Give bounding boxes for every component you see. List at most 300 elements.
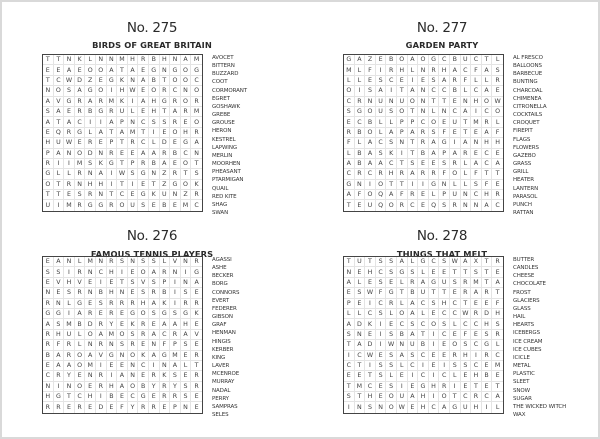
grid-cell[interactable]: G bbox=[181, 138, 192, 148]
grid-cell[interactable]: M bbox=[107, 330, 118, 340]
grid-cell[interactable]: L bbox=[355, 76, 366, 86]
grid-cell[interactable]: T bbox=[344, 200, 355, 210]
grid-cell[interactable]: R bbox=[170, 392, 181, 402]
grid-cell[interactable]: I bbox=[450, 382, 461, 392]
grid-cell[interactable]: S bbox=[149, 309, 160, 319]
grid-cell[interactable]: E bbox=[149, 392, 160, 402]
grid-cell[interactable]: C bbox=[408, 200, 419, 210]
grid-cell[interactable]: S bbox=[344, 330, 355, 340]
grid-cell[interactable]: H bbox=[107, 288, 118, 298]
grid-cell[interactable]: T bbox=[461, 128, 472, 138]
grid-cell[interactable]: H bbox=[149, 107, 160, 117]
grid-cell[interactable]: S bbox=[138, 288, 149, 298]
grid-cell[interactable]: T bbox=[408, 138, 419, 148]
grid-cell[interactable]: A bbox=[149, 330, 160, 340]
grid-cell[interactable]: O bbox=[365, 190, 376, 200]
grid-cell[interactable]: O bbox=[450, 340, 461, 350]
grid-cell[interactable]: I bbox=[54, 382, 65, 392]
grid-cell[interactable]: E bbox=[43, 278, 54, 288]
grid-cell[interactable]: R bbox=[170, 169, 181, 179]
grid-cell[interactable]: T bbox=[54, 117, 65, 127]
grid-cell[interactable]: P bbox=[439, 190, 450, 200]
grid-cell[interactable]: C bbox=[482, 107, 493, 117]
grid-cell[interactable]: S bbox=[128, 169, 139, 179]
grid-cell[interactable]: D bbox=[355, 319, 366, 329]
grid-cell[interactable]: H bbox=[471, 371, 482, 381]
grid-cell[interactable]: O bbox=[429, 319, 440, 329]
grid-cell[interactable]: B bbox=[170, 149, 181, 159]
grid-cell[interactable]: O bbox=[397, 55, 408, 65]
grid-cell[interactable]: L bbox=[450, 371, 461, 381]
grid-cell[interactable]: A bbox=[492, 159, 503, 169]
grid-cell[interactable]: I bbox=[96, 361, 107, 371]
grid-cell[interactable]: E bbox=[181, 371, 192, 381]
grid-cell[interactable]: L bbox=[429, 190, 440, 200]
grid-cell[interactable]: T bbox=[117, 138, 128, 148]
grid-cell[interactable]: S bbox=[408, 351, 419, 361]
grid-cell[interactable]: A bbox=[471, 288, 482, 298]
grid-cell[interactable]: C bbox=[471, 55, 482, 65]
grid-cell[interactable]: N bbox=[181, 278, 192, 288]
grid-cell[interactable]: F bbox=[471, 65, 482, 75]
grid-cell[interactable]: R bbox=[96, 319, 107, 329]
grid-cell[interactable]: M bbox=[107, 97, 118, 107]
grid-cell[interactable]: R bbox=[439, 382, 450, 392]
grid-cell[interactable]: I bbox=[170, 299, 181, 309]
grid-cell[interactable]: H bbox=[397, 65, 408, 75]
grid-cell[interactable]: R bbox=[107, 299, 118, 309]
grid-cell[interactable]: C bbox=[194, 202, 199, 210]
grid-cell[interactable]: T bbox=[397, 288, 408, 298]
grid-cell[interactable]: R bbox=[170, 117, 181, 127]
grid-cell[interactable]: H bbox=[492, 138, 503, 148]
grid-cell[interactable]: S bbox=[365, 86, 376, 96]
grid-cell[interactable]: P bbox=[128, 159, 139, 169]
grid-cell[interactable]: V bbox=[191, 330, 202, 340]
grid-cell[interactable]: A bbox=[492, 278, 503, 288]
grid-cell[interactable]: R bbox=[149, 402, 160, 412]
grid-cell[interactable]: C bbox=[181, 149, 192, 159]
grid-cell[interactable]: N bbox=[181, 86, 192, 96]
grid-cell[interactable]: C bbox=[75, 392, 86, 402]
grid-cell[interactable]: A bbox=[365, 159, 376, 169]
grid-cell[interactable]: O bbox=[181, 180, 192, 190]
grid-cell[interactable]: P bbox=[170, 402, 181, 412]
grid-cell[interactable]: E bbox=[117, 392, 128, 402]
grid-cell[interactable]: N bbox=[128, 117, 139, 127]
grid-cell[interactable]: O bbox=[54, 86, 65, 96]
grid-cell[interactable]: S bbox=[429, 128, 440, 138]
grid-cell[interactable]: S bbox=[149, 257, 160, 267]
grid-cell[interactable]: L bbox=[85, 128, 96, 138]
grid-cell[interactable]: A bbox=[54, 257, 65, 267]
grid-cell[interactable]: W bbox=[128, 86, 139, 96]
grid-cell[interactable]: E bbox=[461, 371, 472, 381]
grid-cell[interactable]: O bbox=[117, 330, 128, 340]
letter-grid[interactable] bbox=[343, 256, 504, 414]
grid-cell[interactable]: T bbox=[461, 117, 472, 127]
grid-cell[interactable]: N bbox=[96, 149, 107, 159]
grid-cell[interactable]: C bbox=[471, 86, 482, 96]
grid-cell[interactable]: E bbox=[397, 371, 408, 381]
grid-cell[interactable]: E bbox=[107, 402, 118, 412]
grid-cell[interactable]: C bbox=[355, 117, 366, 127]
grid-cell[interactable]: T bbox=[461, 299, 472, 309]
grid-cell[interactable]: C bbox=[170, 86, 181, 96]
grid-cell[interactable]: E bbox=[482, 361, 493, 371]
grid-cell[interactable]: S bbox=[96, 299, 107, 309]
grid-cell[interactable]: U bbox=[408, 340, 419, 350]
grid-cell[interactable]: S bbox=[386, 382, 397, 392]
grid-cell[interactable]: E bbox=[376, 55, 387, 65]
grid-cell[interactable]: E bbox=[54, 288, 65, 298]
grid-cell[interactable]: Z bbox=[365, 55, 376, 65]
grid-cell[interactable]: R bbox=[96, 340, 107, 350]
grid-cell[interactable]: R bbox=[149, 288, 160, 298]
grid-cell[interactable]: S bbox=[386, 330, 397, 340]
grid-cell[interactable]: L bbox=[386, 371, 397, 381]
grid-cell[interactable]: M bbox=[471, 117, 482, 127]
grid-cell[interactable]: R bbox=[492, 190, 503, 200]
grid-cell[interactable]: L bbox=[450, 180, 461, 190]
grid-cell[interactable]: M bbox=[170, 351, 181, 361]
grid-cell[interactable]: T bbox=[482, 169, 493, 179]
grid-cell[interactable]: I bbox=[471, 107, 482, 117]
grid-cell[interactable]: U bbox=[418, 288, 429, 298]
grid-cell[interactable]: L bbox=[64, 169, 75, 179]
grid-cell[interactable]: G bbox=[160, 97, 171, 107]
grid-cell[interactable]: L bbox=[344, 149, 355, 159]
grid-cell[interactable]: H bbox=[85, 180, 96, 190]
grid-cell[interactable]: I bbox=[471, 351, 482, 361]
grid-cell[interactable]: I bbox=[429, 392, 440, 402]
grid-cell[interactable]: G bbox=[107, 159, 118, 169]
grid-cell[interactable]: E bbox=[96, 138, 107, 148]
grid-cell[interactable]: C bbox=[418, 351, 429, 361]
grid-cell[interactable]: T bbox=[43, 76, 54, 86]
grid-cell[interactable]: I bbox=[408, 180, 419, 190]
grid-cell[interactable]: R bbox=[482, 288, 493, 298]
grid-cell[interactable]: S bbox=[439, 257, 450, 267]
grid-cell[interactable]: I bbox=[355, 86, 366, 96]
grid-cell[interactable]: B bbox=[482, 371, 493, 381]
grid-cell[interactable]: C bbox=[461, 65, 472, 75]
grid-cell[interactable]: E bbox=[386, 278, 397, 288]
grid-cell[interactable]: O bbox=[117, 200, 128, 210]
grid-cell[interactable]: E bbox=[429, 361, 440, 371]
grid-cell[interactable]: C bbox=[471, 340, 482, 350]
grid-cell[interactable]: T bbox=[482, 257, 493, 267]
grid-cell[interactable]: R bbox=[429, 169, 440, 179]
grid-cell[interactable]: G bbox=[160, 309, 171, 319]
grid-cell[interactable]: A bbox=[54, 149, 65, 159]
grid-cell[interactable]: I bbox=[54, 200, 65, 210]
grid-cell[interactable]: F bbox=[461, 76, 472, 86]
grid-cell[interactable]: E bbox=[117, 309, 128, 319]
grid-cell[interactable]: E bbox=[365, 76, 376, 86]
grid-cell[interactable]: R bbox=[181, 107, 192, 117]
grid-cell[interactable]: N bbox=[344, 267, 355, 277]
grid-cell[interactable]: V bbox=[75, 278, 86, 288]
grid-cell[interactable]: T bbox=[117, 65, 128, 75]
grid-cell[interactable]: R bbox=[191, 382, 202, 392]
grid-cell[interactable]: U bbox=[43, 200, 54, 210]
grid-cell[interactable]: T bbox=[43, 190, 54, 200]
grid-cell[interactable]: L bbox=[181, 361, 192, 371]
grid-cell[interactable]: S bbox=[408, 159, 419, 169]
grid-cell[interactable]: H bbox=[117, 86, 128, 96]
grid-cell[interactable]: G bbox=[96, 200, 107, 210]
grid-cell[interactable]: T bbox=[64, 392, 75, 402]
grid-cell[interactable]: H bbox=[482, 190, 493, 200]
grid-cell[interactable]: C bbox=[138, 138, 149, 148]
grid-cell[interactable]: I bbox=[64, 309, 75, 319]
grid-cell[interactable]: A bbox=[482, 65, 493, 75]
grid-cell[interactable]: V bbox=[170, 257, 181, 267]
grid-cell[interactable]: R bbox=[461, 149, 472, 159]
grid-cell[interactable]: L bbox=[408, 65, 419, 75]
grid-cell[interactable]: S bbox=[408, 267, 419, 277]
grid-cell[interactable]: W bbox=[365, 351, 376, 361]
grid-cell[interactable]: N bbox=[170, 267, 181, 277]
grid-cell[interactable]: G bbox=[170, 180, 181, 190]
grid-cell[interactable]: A bbox=[64, 65, 75, 75]
grid-cell[interactable]: E bbox=[138, 65, 149, 75]
grid-cell[interactable]: B bbox=[160, 288, 171, 298]
grid-cell[interactable]: C bbox=[418, 371, 429, 381]
grid-cell[interactable]: I bbox=[128, 180, 139, 190]
grid-cell[interactable]: S bbox=[471, 180, 482, 190]
grid-cell[interactable]: L bbox=[461, 159, 472, 169]
grid-cell[interactable]: S bbox=[43, 107, 54, 117]
grid-cell[interactable]: U bbox=[365, 200, 376, 210]
grid-cell[interactable]: Y bbox=[128, 402, 139, 412]
grid-cell[interactable]: G bbox=[43, 309, 54, 319]
grid-cell[interactable]: G bbox=[85, 86, 96, 96]
grid-cell[interactable]: T bbox=[386, 180, 397, 190]
grid-cell[interactable]: P bbox=[43, 149, 54, 159]
grid-cell[interactable]: T bbox=[429, 288, 440, 298]
grid-cell[interactable]: H bbox=[181, 128, 192, 138]
grid-cell[interactable]: K bbox=[96, 159, 107, 169]
grid-cell[interactable]: S bbox=[64, 288, 75, 298]
grid-cell[interactable]: N bbox=[85, 169, 96, 179]
grid-cell[interactable]: O bbox=[376, 180, 387, 190]
grid-cell[interactable]: O bbox=[75, 361, 86, 371]
grid-cell[interactable]: S bbox=[386, 257, 397, 267]
grid-cell[interactable]: E bbox=[160, 128, 171, 138]
grid-cell[interactable]: O bbox=[191, 117, 202, 127]
grid-cell[interactable]: R bbox=[107, 107, 118, 117]
grid-cell[interactable]: F bbox=[344, 138, 355, 148]
grid-cell[interactable]: R bbox=[107, 257, 118, 267]
grid-cell[interactable]: I bbox=[365, 180, 376, 190]
grid-cell[interactable]: N bbox=[418, 107, 429, 117]
grid-cell[interactable]: R bbox=[107, 200, 118, 210]
grid-cell[interactable]: S bbox=[149, 278, 160, 288]
grid-cell[interactable]: E bbox=[191, 340, 202, 350]
grid-cell[interactable]: E bbox=[96, 309, 107, 319]
grid-cell[interactable]: S bbox=[181, 392, 192, 402]
grid-cell[interactable]: T bbox=[450, 267, 461, 277]
grid-cell[interactable]: O bbox=[365, 107, 376, 117]
grid-cell[interactable]: A bbox=[439, 76, 450, 86]
grid-cell[interactable]: S bbox=[376, 76, 387, 86]
grid-cell[interactable]: O bbox=[181, 97, 192, 107]
grid-cell[interactable]: S bbox=[191, 169, 202, 179]
grid-cell[interactable]: E bbox=[439, 351, 450, 361]
grid-cell[interactable]: N bbox=[149, 340, 160, 350]
grid-cell[interactable]: T bbox=[344, 340, 355, 350]
grid-cell[interactable]: A bbox=[138, 76, 149, 86]
grid-cell[interactable]: C bbox=[191, 76, 202, 86]
grid-cell[interactable]: A bbox=[117, 128, 128, 138]
grid-cell[interactable]: C bbox=[43, 371, 54, 381]
grid-cell[interactable]: H bbox=[107, 382, 118, 392]
grid-cell[interactable]: H bbox=[365, 392, 376, 402]
grid-cell[interactable]: N bbox=[43, 382, 54, 392]
grid-cell[interactable]: E bbox=[54, 65, 65, 75]
grid-cell[interactable]: N bbox=[170, 190, 181, 200]
grid-cell[interactable]: R bbox=[461, 288, 472, 298]
grid-cell[interactable]: R bbox=[191, 257, 202, 267]
grid-cell[interactable]: G bbox=[191, 267, 202, 277]
grid-cell[interactable]: B bbox=[149, 159, 160, 169]
grid-cell[interactable]: P bbox=[107, 138, 118, 148]
grid-cell[interactable]: R bbox=[54, 402, 65, 412]
grid-cell[interactable]: Q bbox=[54, 128, 65, 138]
grid-cell[interactable]: S bbox=[429, 299, 440, 309]
grid-cell[interactable]: N bbox=[365, 97, 376, 107]
grid-cell[interactable]: P bbox=[170, 340, 181, 350]
grid-cell[interactable]: S bbox=[386, 351, 397, 361]
grid-cell[interactable]: P bbox=[117, 117, 128, 127]
grid-cell[interactable]: N bbox=[96, 190, 107, 200]
grid-cell[interactable]: I bbox=[376, 330, 387, 340]
grid-cell[interactable]: K bbox=[138, 351, 149, 361]
grid-cell[interactable]: T bbox=[191, 361, 202, 371]
grid-cell[interactable]: I bbox=[386, 86, 397, 96]
grid-cell[interactable]: O bbox=[181, 76, 192, 86]
grid-cell[interactable]: S bbox=[482, 330, 493, 340]
grid-cell[interactable]: I bbox=[170, 288, 181, 298]
grid-cell[interactable]: R bbox=[160, 149, 171, 159]
grid-cell[interactable]: H bbox=[138, 299, 149, 309]
grid-cell[interactable]: V bbox=[138, 278, 149, 288]
grid-cell[interactable]: E bbox=[408, 402, 419, 412]
grid-cell[interactable]: E bbox=[43, 128, 54, 138]
grid-cell[interactable]: N bbox=[418, 65, 429, 75]
grid-cell[interactable]: S bbox=[492, 65, 503, 75]
grid-cell[interactable]: W bbox=[365, 288, 376, 298]
grid-cell[interactable]: T bbox=[117, 180, 128, 190]
grid-cell[interactable]: L bbox=[492, 340, 503, 350]
grid-cell[interactable]: U bbox=[439, 278, 450, 288]
grid-cell[interactable]: E bbox=[75, 371, 86, 381]
grid-cell[interactable]: A bbox=[355, 340, 366, 350]
grid-cell[interactable]: O bbox=[75, 149, 86, 159]
grid-cell[interactable]: G bbox=[54, 309, 65, 319]
grid-cell[interactable]: U bbox=[160, 190, 171, 200]
grid-cell[interactable]: G bbox=[181, 309, 192, 319]
grid-cell[interactable]: E bbox=[64, 190, 75, 200]
grid-cell[interactable]: L bbox=[355, 309, 366, 319]
grid-cell[interactable]: M bbox=[471, 278, 482, 288]
grid-cell[interactable]: R bbox=[138, 319, 149, 329]
grid-cell[interactable]: N bbox=[85, 267, 96, 277]
grid-cell[interactable]: C bbox=[429, 86, 440, 96]
grid-cell[interactable]: A bbox=[85, 351, 96, 361]
grid-cell[interactable]: S bbox=[439, 159, 450, 169]
grid-cell[interactable]: S bbox=[376, 371, 387, 381]
grid-cell[interactable]: O bbox=[429, 117, 440, 127]
grid-cell[interactable]: E bbox=[85, 278, 96, 288]
grid-cell[interactable]: B bbox=[355, 149, 366, 159]
grid-cell[interactable]: A bbox=[43, 97, 54, 107]
grid-cell[interactable]: N bbox=[170, 55, 181, 65]
grid-cell[interactable]: H bbox=[418, 402, 429, 412]
grid-cell[interactable]: T bbox=[107, 190, 118, 200]
grid-cell[interactable]: R bbox=[54, 371, 65, 381]
grid-cell[interactable]: A bbox=[54, 107, 65, 117]
grid-cell[interactable]: G bbox=[450, 402, 461, 412]
grid-cell[interactable]: G bbox=[138, 392, 149, 402]
grid-cell[interactable]: H bbox=[439, 299, 450, 309]
grid-cell[interactable]: B bbox=[160, 200, 171, 210]
grid-cell[interactable]: T bbox=[397, 159, 408, 169]
grid-cell[interactable]: E bbox=[365, 278, 376, 288]
grid-cell[interactable]: E bbox=[439, 340, 450, 350]
grid-cell[interactable]: M bbox=[191, 107, 202, 117]
grid-cell[interactable]: S bbox=[43, 267, 54, 277]
grid-cell[interactable]: R bbox=[492, 330, 503, 340]
grid-cell[interactable]: T bbox=[408, 149, 419, 159]
grid-cell[interactable]: E bbox=[138, 107, 149, 117]
grid-cell[interactable]: I bbox=[450, 138, 461, 148]
grid-cell[interactable]: S bbox=[117, 340, 128, 350]
grid-cell[interactable]: C bbox=[386, 159, 397, 169]
grid-cell[interactable]: A bbox=[408, 128, 419, 138]
grid-cell[interactable]: E bbox=[461, 382, 472, 392]
grid-cell[interactable]: M bbox=[117, 55, 128, 65]
grid-cell[interactable]: I bbox=[397, 382, 408, 392]
grid-cell[interactable]: O bbox=[75, 382, 86, 392]
grid-cell[interactable]: I bbox=[128, 97, 139, 107]
grid-cell[interactable]: T bbox=[54, 55, 65, 65]
grid-cell[interactable]: B bbox=[397, 330, 408, 340]
grid-cell[interactable]: A bbox=[191, 278, 202, 288]
grid-cell[interactable]: B bbox=[96, 288, 107, 298]
grid-cell[interactable]: A bbox=[461, 107, 472, 117]
grid-cell[interactable]: R bbox=[344, 128, 355, 138]
grid-cell[interactable]: P bbox=[344, 299, 355, 309]
grid-cell[interactable]: S bbox=[461, 340, 472, 350]
grid-cell[interactable]: A bbox=[96, 169, 107, 179]
grid-cell[interactable]: W bbox=[397, 402, 408, 412]
grid-cell[interactable]: I bbox=[344, 402, 355, 412]
grid-cell[interactable]: D bbox=[75, 76, 86, 86]
grid-cell[interactable]: R bbox=[85, 138, 96, 148]
grid-cell[interactable]: R bbox=[461, 278, 472, 288]
grid-cell[interactable]: Y bbox=[64, 371, 75, 381]
grid-cell[interactable]: L bbox=[397, 278, 408, 288]
grid-cell[interactable]: A bbox=[429, 149, 440, 159]
grid-cell[interactable]: F bbox=[439, 169, 450, 179]
grid-cell[interactable]: E bbox=[128, 267, 139, 277]
grid-cell[interactable]: A bbox=[149, 149, 160, 159]
grid-cell[interactable]: R bbox=[450, 159, 461, 169]
grid-cell[interactable]: A bbox=[365, 138, 376, 148]
